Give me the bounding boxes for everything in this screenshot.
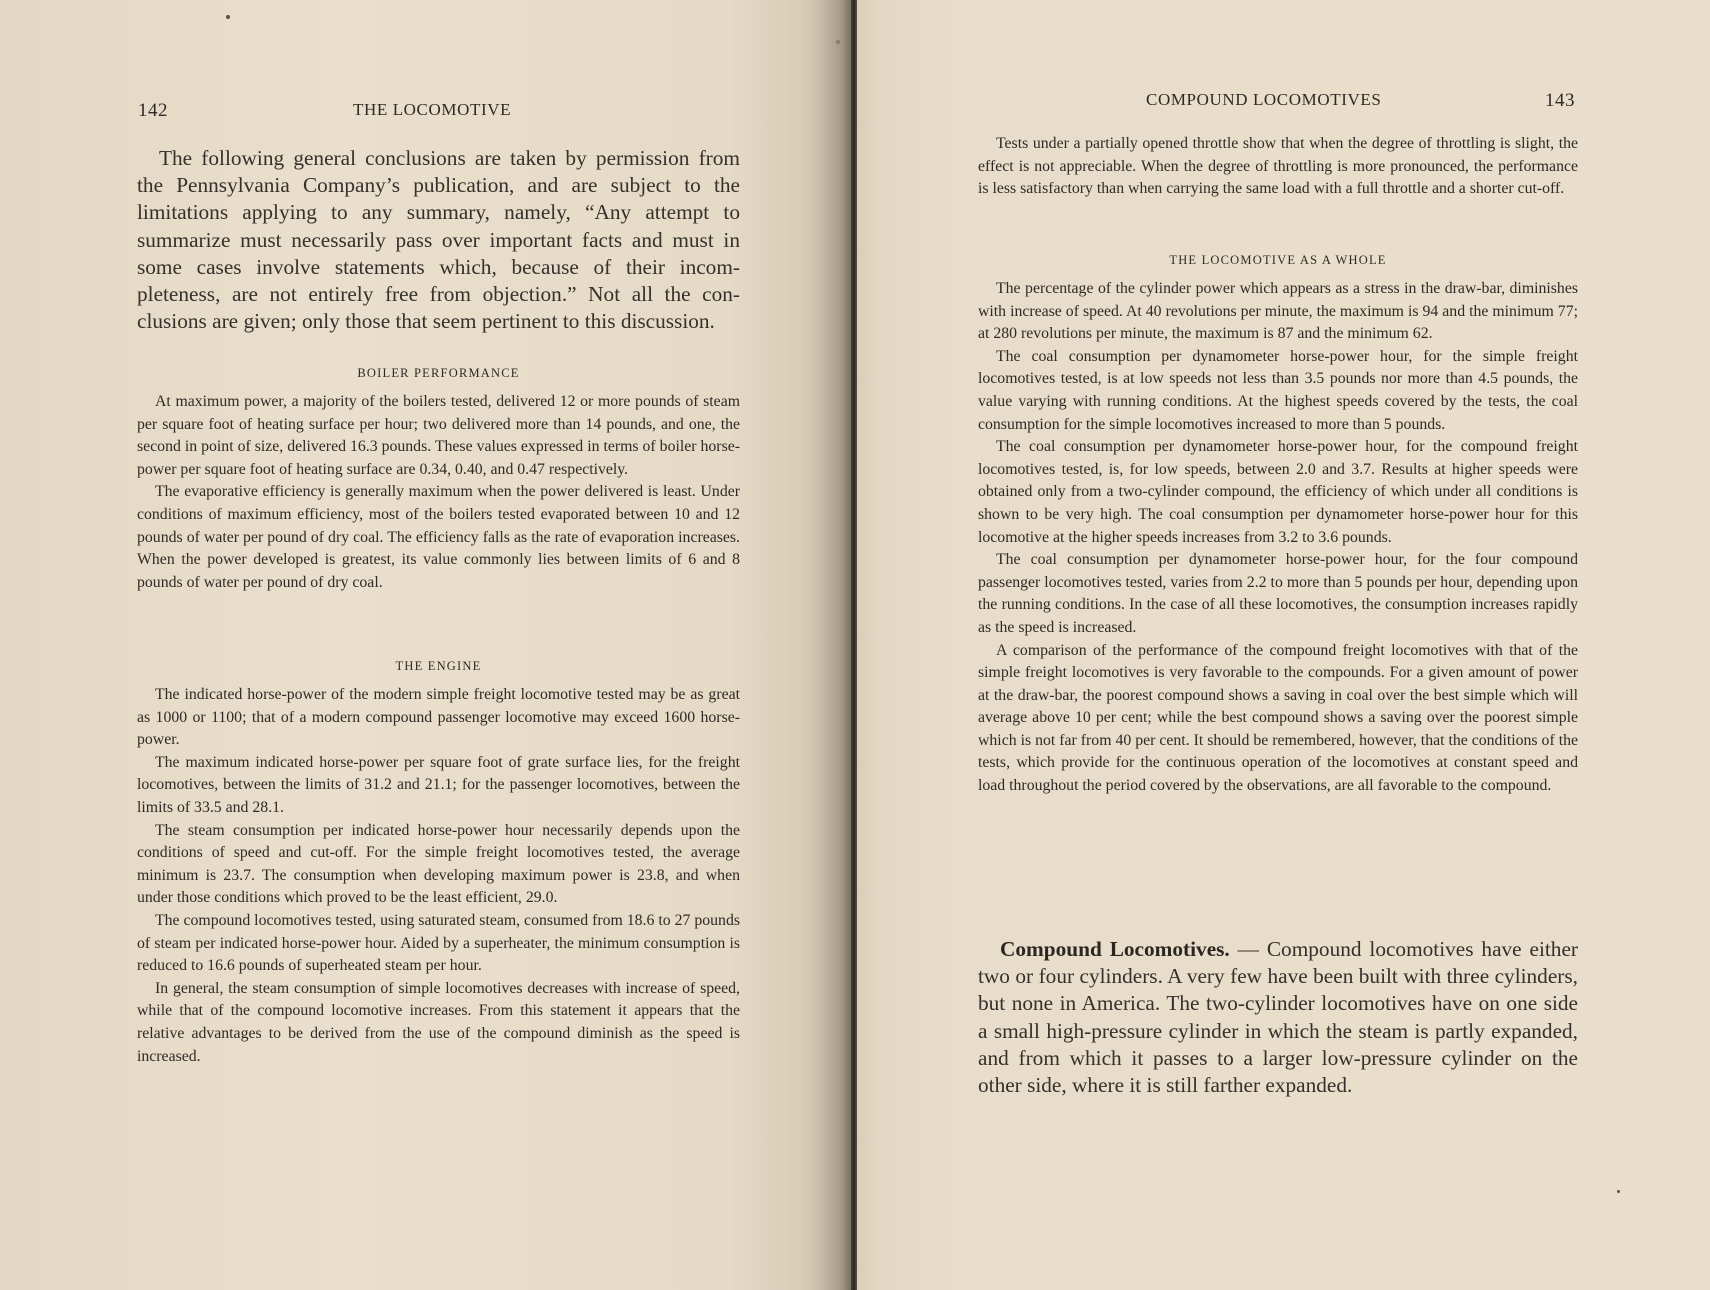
throttle-paragraph (978, 133, 1578, 201)
section-heading-boiler-performance: BOILER PERFORMANCE (357, 366, 520, 380)
compound-locomotives-section (978, 936, 1578, 1099)
paragraph: At maximum power, a majority of the boilers tested, delivered 12 or more pounds of steam per square foot of heating surface per hour; two delivered more than 14 pounds, and one, the second in point of size, delivered 16.3 pounds. These values expressed in terms of boiler horse-power per square foot of heating surface are 0.34, 0.40, and 0.47 respectively. (137, 393, 740, 478)
section-locomotive-as-a-whole (978, 278, 1578, 798)
paragraph (978, 936, 1578, 1099)
paragraph: The maximum indicated horse-power per square foot of grate surface lies, for the freight locomotives, between the limits of 31.2 and 21.1; for the passenger locomotives, between the limits of 33.5 and 28.1. (137, 753, 740, 816)
paper-speck (1617, 1190, 1620, 1193)
page-number-left: 142 (138, 100, 168, 121)
paragraph: A comparison of the performance of the compound freight locomotives with that of the simple freight locomotives is very favorable to the compounds. For a given amount of power at the draw-bar, the poorest compound shows a saving in coal over the best simple which will average above 10 per cent; while the best compound shows a saving over the poorest simple which is not far from 40 per cent. It should be remembered, however, that the conditions of the tests, which provide for the continuous operation of the locomotives at constant speed and load throughout the period covered by the observations, are all favorable to the compound. (978, 641, 1578, 795)
paragraph: In general, the steam consumption of simple locomotives decreases with increase of speed, while that of the compound locomotive increases. From this statement it appears that the relative advantages to be derived from the use of the compound diminish as the speed is increased. (137, 979, 740, 1065)
running-title-right: COMPOUND LOCOMOTIVES (1146, 90, 1382, 109)
paragraph: The coal consumption per dynamometer horse-power hour, for the compound freight locomotives tested, is, for low speeds, between 2.0 and 3.7. Results at higher speeds were obtained only from a two-cylinder compound, the efficiency of which under all conditions is shown to be very high. The coal consumption per dynamometer horse-power hour for this locomotive at the higher speeds increases from 3.2 to 3.6 pounds. (978, 438, 1578, 546)
section-boiler-performance (137, 391, 740, 594)
paragraph: The compound locomotives tested, using saturated steam, consumed from 18.6 to 27 pounds of steam per indicated horse-power hour. Aided by a superheater, the minimum consumption is reduced to 16.6 pounds of superheated steam per hour. (137, 911, 740, 975)
paragraph: The steam consumption per indicated horse-power hour necessarily depends upon the conditions of speed and cut-off. For the simple freight locomotives tested, the average minimum is 23.7. The consumption when developing maximum power is 23.8, and when under those conditions which proved to be the least efficient, 29.0. (137, 821, 740, 907)
section-the-engine (137, 684, 740, 1068)
compound-text: — Compound locomotives have either two or four cylinders. A very few have been built with three cylinders, but none in America. The two-cylinder locomotives have on one side a small high-pressure cylinder in which the steam is partly expanded, and from which it passes to a larger low-pressure cylinder on the other side, where it is still farther expanded. (978, 937, 1578, 1098)
intro-paragraph (137, 145, 740, 335)
paragraph: Tests under a partially opened throttle show that when the degree of throttling is slight, the effect is not appreciable. When the degree of throttling is more pronounced, the performance is less satisfactory than when carrying the same load with a full throttle and a shorter cut-off. (978, 135, 1578, 198)
run-in-heading: Compound Locomotives. (1000, 937, 1230, 961)
section-heading-locomotive-as-a-whole: THE LOCOMOTIVE AS A WHOLE (1169, 253, 1387, 267)
running-title-left: THE LOCOMOTIVE (353, 100, 512, 119)
paragraph: The percentage of the cylinder power which appears as a stress in the draw-bar, diminishes with increase of speed. At 40 revolutions per minute, the maximum is 94 and the minimum 77; at 280 revolutions per minute, the maximum is 87 and the minimum 62. (978, 280, 1578, 343)
gutter-shadow (820, 0, 852, 1290)
intro-text: The following general conclusions are taken by permission from the Pennsylvania Company’s publication, and are subject to the limitations applying to any summary, namely, “Any attempt to summarize must necessarily pass over important facts and must in some cases involve statements which, because of their incompleteness, are not entirely free from objection.” Not all the conclusions are given; only those that seem pertinent to this discussion. (137, 146, 740, 334)
paragraph: The evaporative efficiency is generally maximum when the power delivered is least. Under conditions of maximum efficiency, most of the boilers tested evaporated between 10 and 12 pounds of water per pound of dry coal. The efficiency falls as the rate of evaporation increases. When the power developed is greatest, its value commonly lies between limits of 6 and 8 pounds of water per pound of dry coal. (137, 483, 740, 591)
book-gutter (851, 0, 857, 1290)
paper-speck (226, 15, 230, 19)
section-heading-the-engine: THE ENGINE (395, 659, 482, 673)
paragraph: The coal consumption per dynamometer horse-power hour, for the four compound passenger locomotives tested, varies from 2.2 to more than 5 pounds per hour, depending upon the running conditions. In the case of all these locomotives, the consumption increases rapidly as the speed is increased. (978, 551, 1578, 636)
page-number-right: 143 (1545, 90, 1575, 111)
paragraph: The coal consumption per dynamometer horse-power hour, for the simple freight locomotives tested, is at low speeds not less than 3.5 pounds nor more than 4.5 pounds, the value varying with running conditions. At the highest speeds covered by the tests, the coal consumption for the simple locomotives increased to more than 5 pounds. (978, 347, 1578, 433)
paragraph: The indicated horse-power of the modern simple freight locomotive tested may be as great as 1000 or 1100; that of a modern compound passenger locomotive may exceed 1600 horse-power. (137, 686, 740, 749)
